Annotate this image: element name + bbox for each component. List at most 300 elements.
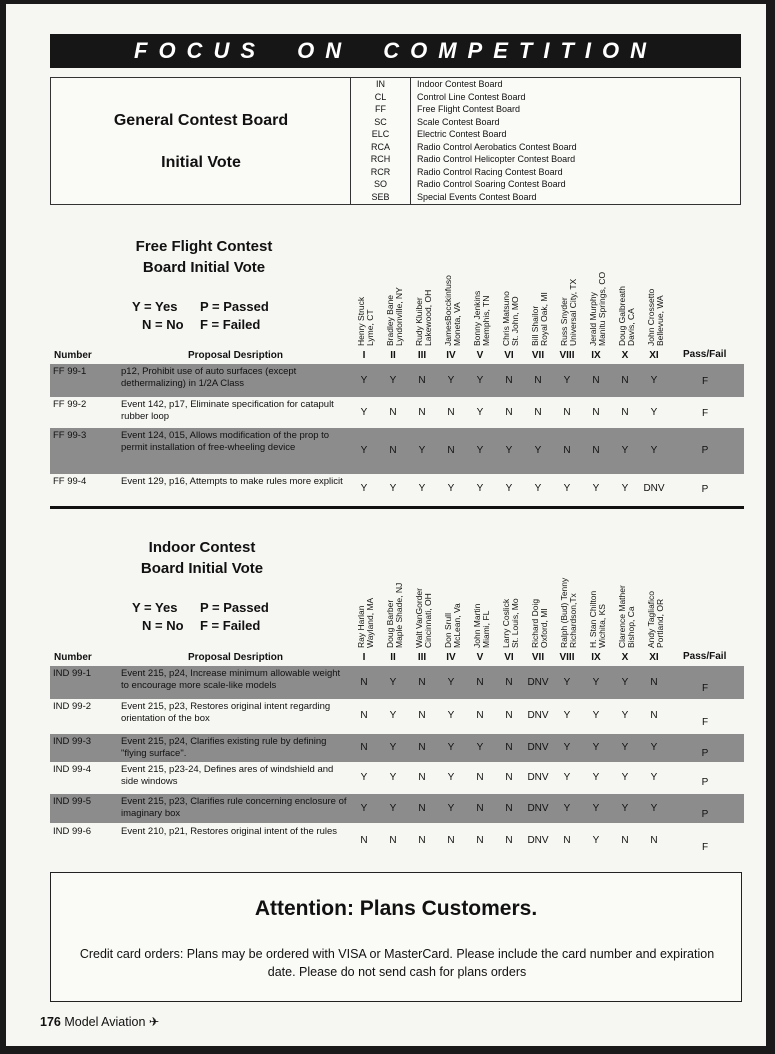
ff-vote-cell: N [621,375,629,386]
ind-judge-label [502,568,520,648]
ind-vote-cell: N [650,710,658,721]
ind-vote-cell: N [418,742,426,753]
legend-code: RCR [370,166,391,177]
ff-vote-cell: Y [650,445,658,456]
ff-vote-cell: N [505,375,513,386]
ind-judges-header [354,568,673,648]
ind-header-description: Proposal Desription [188,652,284,663]
ff-judge-name: JamesBocckinfuso [443,275,453,346]
ff-proposal-number: FF 99-1 [53,366,87,377]
ff-vote-cell: N [621,407,629,418]
ind-table-row [50,666,744,699]
legend-name: Electric Contest Board [417,129,507,139]
ind-proposal-number: IND 99-4 [53,764,92,775]
ind-judge-location: Miami, FL [481,610,491,648]
ind-vote-cell: N [389,835,397,846]
ind-pass-fail-result: F [701,717,709,728]
ff-judge-label [502,266,520,346]
ind-vote-cell: Y [389,710,397,721]
ind-vote-cell: Y [621,772,629,783]
ff-vote-cell: Y [447,483,455,494]
ff-vote-cell: Y [534,483,542,494]
legend-code: SC [374,116,387,127]
ind-header-pass-fail: Pass/Fail [683,651,727,662]
ff-key-failed: F = Failed [200,317,261,332]
ind-judge-column [470,568,496,648]
ff-proposal-number: FF 99-2 [53,399,87,410]
ind-vote-cell: Y [447,803,455,814]
ind-proposal-number: IND 99-2 [53,701,92,712]
ind-key-failed: F = Failed [200,618,261,633]
ind-judge-label [357,568,375,648]
ff-vote-cell: Y [360,407,368,418]
ff-judge-label [647,266,665,346]
ind-vote-cell: Y [650,803,658,814]
ff-judge-label [531,266,549,346]
ff-vote-cell: Y [563,483,571,494]
legend-names-column [417,78,737,204]
ind-vote-cell: Y [592,710,600,721]
ind-key-yes: Y = Yes [132,600,178,615]
ff-vote-cell: Y [476,375,484,386]
airplane-icon: ✈ [148,1015,160,1029]
ind-judge-column [383,568,409,648]
ind-judge-column [615,568,641,648]
ff-vote-cell: Y [447,375,455,386]
ff-proposal-number: FF 99-3 [53,430,87,441]
ff-judge-location: Lakewood, OH [423,289,433,346]
ff-roman-numeral: I [362,350,366,361]
ind-judge-name: Ray Harlan [356,605,366,648]
ff-vote-cell: Y [418,483,426,494]
ff-roman-numeral: V [476,350,484,361]
ff-judges-header [354,266,673,346]
ind-vote-cell: Y [563,772,571,783]
ind-table-row [50,824,744,858]
ff-pass-fail-result: F [701,408,709,419]
ff-judge-name: Bill Shailor [530,305,540,346]
ff-vote-cell: N [418,407,426,418]
ff-vote-cell: N [389,445,397,456]
page-footer [40,1014,159,1029]
ff-judge-name: Bonny Jenkins [472,290,482,346]
ind-judge-label [589,568,607,648]
ind-judge-location: Wayland, MA [365,597,375,648]
ff-judge-location: Lyme, CT [365,309,375,346]
ind-title-line2: Board Initial Vote [140,560,264,577]
ff-pass-fail-result: P [701,484,709,495]
ind-vote-cell: N [447,835,455,846]
ind-vote-cell: Y [621,677,629,688]
ff-judge-name: Doug Galbreath [617,285,627,346]
ind-judge-label [473,568,491,648]
ff-judge-column [644,266,670,346]
ff-roman-numeral: VII [531,350,545,361]
ff-vote-cell: Y [389,375,397,386]
section-divider [50,506,744,509]
ff-judge-name: Russ Snyder [559,297,569,346]
ind-roman-numeral: V [476,652,484,663]
ind-vote-cell: N [476,710,484,721]
ff-table-row [50,397,744,428]
ind-judge-label [560,568,578,648]
ff-vote-cell: N [447,445,455,456]
ind-vote-cell: N [360,710,368,721]
ff-roman-numeral: II [390,350,396,361]
ff-vote-cell: Y [650,375,658,386]
legend-name: Scale Contest Board [417,116,500,127]
ind-vote-cell: N [476,835,484,846]
ff-vote-cell: N [534,375,542,386]
ind-proposal-description: Event 215, p24, Increase minimum allowable weight to encourage more scale-like models [121,668,341,691]
ind-roman-numeral: II [390,652,396,663]
ind-table-row [50,734,744,762]
ind-roman-numeral: IX [591,652,601,663]
legend-subtitle: Initial Vote [161,154,241,171]
ff-vote-cell: Y [418,445,426,456]
ind-vote-cell: Y [563,710,571,721]
ind-vote-cell: N [505,803,513,814]
ind-judge-name: John Martin [472,603,482,648]
legend-code: RCH [370,154,391,164]
ff-vote-cell: Y [563,375,571,386]
legend-name: Indoor Contest Board [417,79,503,89]
ind-proposal-description: Event 215, p23, Clarifies rule concerning enclosure of imaginary box [121,796,347,819]
legend-code: FF [375,104,386,114]
ind-title [92,537,312,579]
ind-vote-cell: Y [389,803,397,814]
ff-table-row [50,428,744,474]
ff-judge-name: Rudy Kluiber [414,297,424,346]
ind-vote-cell: Y [563,677,571,688]
ind-vote-cell: Y [650,742,658,753]
ind-vote-cell: N [418,677,426,688]
ff-judge-name: Jerald Murphy [588,292,598,346]
ff-table-row [50,474,744,504]
ff-title [94,236,314,278]
ind-vote-cell: Y [389,677,397,688]
legend-title-block [51,78,351,204]
ff-title-line2: Board Initial Vote [142,259,266,276]
magazine-name: Model Aviation [64,1015,146,1029]
ff-vote-cell: Y [476,445,484,456]
ind-vote-cell: Y [563,742,571,753]
ff-judge-location: Lyndonville, NY [394,287,404,346]
ind-judge-location: Oxford, MI [539,608,549,648]
ff-judge-location: Davis, CA [626,308,636,346]
ff-judge-location: Bellevue, WA [655,295,665,346]
ind-vote-cell: DNV [527,742,549,753]
ind-judge-label [531,568,549,648]
ff-judge-label [589,266,607,346]
ff-judge-column [499,266,525,346]
ind-vote-cell: N [418,803,426,814]
ff-vote-cell: Y [360,375,368,386]
ind-judge-label [618,568,636,648]
ff-proposal-description: p12, Prohibit use of auto surfaces (except dethermalizing) in 1/2A Class [121,366,297,389]
ff-judge-name: Bradley Bane [385,294,395,346]
legend-title: General Contest Board [113,112,289,129]
ind-vote-cell: Y [563,803,571,814]
ind-proposal-number: IND 99-3 [53,736,92,747]
ind-vote-cell: Y [592,677,600,688]
ind-judge-name: Don Srull [443,613,453,648]
ind-header-number: Number [54,652,92,663]
ff-judge-label [415,266,433,346]
ff-pass-fail-result: F [701,376,709,387]
ind-judge-column [644,568,670,648]
ff-vote-cell: N [418,375,426,386]
ff-roman-numeral: X [621,350,629,361]
ff-vote-cell: N [563,445,571,456]
ind-proposal-description: Event 210, p21, Restores original intent of the rules [121,826,337,837]
ff-judge-column [470,266,496,346]
ff-vote-cell: DNV [643,483,665,494]
ind-vote-cell: N [563,835,571,846]
ff-pass-fail-result: P [701,445,709,456]
ind-judge-name: Clarence Mather [617,585,627,648]
ff-judge-label [560,266,578,346]
ind-vote-cell: Y [592,742,600,753]
legend-name: Radio Control Racing Contest Board [417,166,563,177]
ind-judge-column [354,568,380,648]
legend-code: SO [373,179,387,189]
ind-proposal-description: Event 215, p24, Clarifies existing rule by defining "flying surface". [121,736,327,759]
ff-vote-cell: Y [505,445,513,456]
ff-judge-location: St. John, MO [510,296,520,346]
attention-heading: Attention: Plans Customers. [254,897,538,920]
ind-judge-column [499,568,525,648]
ff-key-yes: Y = Yes [132,299,178,314]
ind-roman-numeral: VI [504,652,514,663]
ff-header-number: Number [54,350,92,361]
ind-judge-name: H. Stan Chilton [588,590,598,648]
ff-vote-cell: N [563,407,571,418]
ind-judge-label [444,568,462,648]
ind-vote-cell: Y [360,772,368,783]
ind-vote-cell: N [360,835,368,846]
ff-roman-numeral: IX [591,350,601,361]
ff-judge-label [357,266,375,346]
ff-header-description: Proposal Desription [188,350,284,361]
ind-vote-cell: N [650,677,658,688]
ind-pass-fail-result: P [701,809,709,820]
ind-proposal-number: IND 99-5 [53,796,92,807]
ind-proposal-description: Event 215, p23-24, Defines ares of windshield and side windows [121,764,334,787]
ind-vote-cell: Y [447,677,455,688]
ff-judge-location: Memphis, TN [481,295,491,346]
ff-proposal-description: Event 124, 015, Allows modification of the prop to permit installation of free-wheeling device [121,430,330,453]
ind-pass-fail-result: P [701,748,709,759]
ind-judge-column [557,568,583,648]
ff-title-line1: Free Flight Contest [135,238,273,255]
legend-code: RCA [370,141,390,152]
ff-roman-numeral: IV [446,350,456,361]
ff-key-no: N = No [142,317,184,332]
banner-title: FOCUS ON COMPETITION [50,34,741,68]
ind-roman-numeral: VIII [559,652,575,663]
ind-vote-cell: Y [360,803,368,814]
legend-name: Radio Control Aerobatics Contest Board [417,141,577,152]
attention-box [50,872,742,1002]
ind-judge-location: Portland, OR [655,598,665,648]
ind-judge-name: Andy Tagliafico [646,590,656,648]
legend-name: Control Line Contest Board [417,91,526,102]
ind-pass-fail-result: P [701,777,709,788]
contest-board-legend [50,77,741,205]
ind-roman-numeral: IV [446,652,456,663]
ind-judge-label [647,568,665,648]
ff-judge-column [615,266,641,346]
attention-body: Credit card orders: Plans may be ordered with VISA or MasterCard. Please include the card number and expiration date. Please do not send cash for plans orders [79,947,715,979]
ind-vote-cell: Y [389,772,397,783]
ind-vote-cell: Y [621,803,629,814]
ind-vote-cell: Y [592,835,600,846]
ff-vote-cell: Y [592,483,600,494]
ff-vote-cell: N [447,407,455,418]
ind-judge-location: St. Louis, Mo [510,598,520,648]
ind-judge-name: Richard Doig [530,598,540,648]
ind-vote-cell: Y [621,742,629,753]
legend-name: Radio Control Soaring Contest Board [417,179,566,189]
legend-name: Radio Control Helicopter Contest Board [417,154,576,164]
ff-judge-column [586,266,612,346]
ind-judge-location: Bishop, Ca [626,606,636,648]
ind-vote-cell: N [418,710,426,721]
ind-judge-name: Ralph (Bud) Tenny [559,577,569,648]
ind-table-row [50,762,744,793]
ind-table-row [50,699,744,733]
ff-vote-cell: Y [650,407,658,418]
ind-vote-cell: N [476,803,484,814]
ff-vote-cell: Y [476,483,484,494]
ind-vote-cell: N [505,835,513,846]
ind-vote-cell: DNV [527,772,549,783]
ind-vote-cell: Y [447,742,455,753]
ff-judge-label [618,266,636,346]
ind-judge-location: Richardson,Tx [568,593,578,648]
ind-title-line1: Indoor Contest [148,539,256,556]
ind-roman-numeral: VII [531,652,545,663]
ff-judge-label [473,266,491,346]
ff-vote-cell: Y [621,483,629,494]
legend-code: IN [376,79,385,89]
ff-roman-numeral: XI [649,350,659,361]
ff-judge-column [557,266,583,346]
ind-vote-cell: N [418,772,426,783]
ff-vote-cell: Y [360,483,368,494]
ind-pass-fail-result: F [701,842,709,853]
ind-judge-name: Walt VanGorder [414,588,424,648]
ff-table-row [50,364,744,397]
ff-proposal-number: FF 99-4 [53,476,87,487]
ff-vote-cell: Y [621,445,629,456]
legend-code: SEB [371,191,390,202]
ff-vote-cell: Y [476,407,484,418]
legend-code: CL [374,91,387,102]
ind-vote-cell: N [505,710,513,721]
ind-judge-column [586,568,612,648]
ff-vote-cell: N [592,407,600,418]
legend-name: Free Flight Contest Board [417,104,521,114]
ind-vote-cell: DNV [527,710,549,721]
ind-key-passed: P = Passed [200,600,269,615]
ind-roman-numeral: XI [649,652,659,663]
ff-judge-name: Chris Matsuno [501,291,511,346]
ind-vote-cell: N [476,677,484,688]
ind-judge-label [415,568,433,648]
ff-roman-numeral: III [417,350,427,361]
ff-judge-label [386,266,404,346]
ind-vote-cell: N [476,772,484,783]
ff-judge-name: Henry Struck [356,296,366,346]
ind-vote-cell: N [418,835,426,846]
ind-vote-cell: DNV [527,835,549,846]
ind-vote-cell: N [650,835,658,846]
ind-roman-numeral: I [362,652,366,663]
ind-roman-numeral: III [417,652,427,663]
ind-judge-location: Maple Shade, NJ [394,582,404,648]
ff-key-passed: P = Passed [200,299,269,314]
ind-pass-fail-result: F [701,683,709,694]
ff-vote-cell: N [534,407,542,418]
ind-judge-column [441,568,467,648]
ff-vote-cell: Y [389,483,397,494]
ind-judge-name: Doug Barber [385,599,395,648]
ind-vote-cell: N [360,677,368,688]
ff-judge-name: John Crossetto [646,288,656,346]
page-number: 176 [40,1015,61,1029]
ff-vote-cell: N [389,407,397,418]
ff-vote-cell: N [592,445,600,456]
ff-judge-column [412,266,438,346]
ind-judge-location: McLean, Va [452,603,462,648]
ind-vote-cell: Y [592,803,600,814]
ind-vote-cell: N [505,772,513,783]
ind-table-row [50,794,744,823]
ind-vote-cell: N [505,742,513,753]
ind-judge-name: Larry Coslick [501,598,511,648]
ind-judge-column [412,568,438,648]
ff-judge-column [528,266,554,346]
ff-proposal-description: Event 142, p17, Eliminate specification for catapult rubber loop [121,399,334,422]
ind-vote-cell: Y [447,710,455,721]
ff-judge-location: Royal Oak, MI [539,292,549,346]
legend-code: ELC [371,129,390,139]
ind-vote-cell: Y [592,772,600,783]
ind-roman-numeral: X [621,652,629,663]
legend-codes-column [351,78,411,204]
legend-name: Special Events Contest Board [417,191,537,202]
ind-vote-cell: N [621,835,629,846]
ff-judge-column [383,266,409,346]
ff-roman-numeral: VIII [559,350,575,361]
ind-vote-cell: DNV [527,803,549,814]
ff-judge-column [441,266,467,346]
ff-judge-column [354,266,380,346]
ind-vote-cell: Y [389,742,397,753]
ff-vote-cell: N [592,375,600,386]
ind-proposal-number: IND 99-6 [53,826,92,837]
ff-vote-cell: Y [360,445,368,456]
ind-vote-cell: Y [650,772,658,783]
ind-vote-cell: Y [476,742,484,753]
ind-judge-column [528,568,554,648]
ind-key-no: N = No [142,618,184,633]
ff-header-pass-fail: Pass/Fail [683,349,727,360]
ind-judge-location: Wichita, KS [597,604,607,648]
ff-roman-numeral: VI [504,350,514,361]
